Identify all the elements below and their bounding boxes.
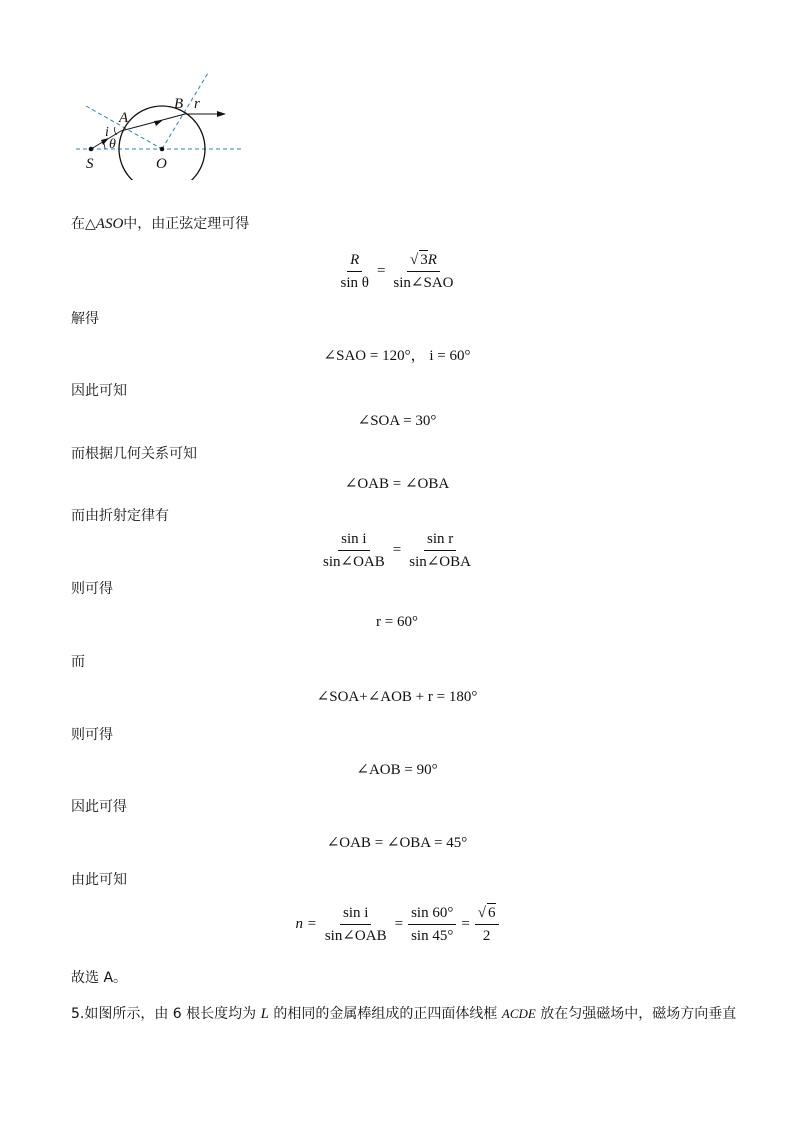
normal-line-b xyxy=(162,73,208,149)
then-text-2: 则可得 xyxy=(71,727,113,743)
equation-sao: ∠SAO = 120°， i = 60° xyxy=(323,348,471,364)
refracted-arrow xyxy=(154,120,163,126)
equation-snell: $\frac{\text{sin i}}{\text{sin∠OAB}}$ = $\frac{\text{sin r}}{\text{sin∠OBA}}$ xyxy=(323,531,471,570)
snell-law-text: 而由折射定律有 xyxy=(71,508,169,524)
emergent-arrow xyxy=(217,111,226,117)
equation-oab-oba: ∠OAB = ∠OBA xyxy=(344,476,450,492)
equation-refractive-index: n = $\frac{\text{sin i}}{\text{sin∠OAB}}$ = $\frac{\sin 60^\circ}{\sin 45^\circ}$ = $\frac{√ 6}{2}$ xyxy=(0,903,794,945)
refracted-ray xyxy=(121,114,185,131)
equation-soa: ∠SOA = 30° xyxy=(357,413,437,429)
sine-rule-intro: 在△ASO中，由正弦定理可得 xyxy=(71,216,250,232)
and-text: 而 xyxy=(71,654,85,670)
label-o: O xyxy=(156,156,167,172)
then-text-1: 则可得 xyxy=(71,581,113,597)
label-i: i xyxy=(105,125,109,140)
equation-aob: ∠AOB = 90° xyxy=(356,762,438,778)
geometry-text: 而根据几何关系可知 xyxy=(71,446,197,462)
equation-sine-rule: $\frac{R}{\text{sin θ}}$ = $\frac{√ 3R}{\text{sin∠SAO}}$ xyxy=(340,251,454,291)
therefore-text-2: 因此可得 xyxy=(71,799,127,815)
equation-angle-sum: ∠SOA+∠AOB + r = 180° xyxy=(316,689,478,705)
label-r: r xyxy=(194,96,200,112)
equation-45: ∠OAB = ∠OBA = 45° xyxy=(326,835,468,851)
refraction-diagram xyxy=(72,70,252,180)
therefore-text-1: 因此可知 xyxy=(71,383,127,399)
question-5-text: 5.如图所示，由 6 根长度均为 L 的相同的金属棒组成的正四面体线框 ACDE 放在匀强磁场中，磁场方向垂直 xyxy=(71,1006,737,1022)
label-theta: θ xyxy=(109,137,116,152)
label-b: B xyxy=(174,96,184,112)
hence-text: 由此可知 xyxy=(71,872,127,888)
solve-text: 解得 xyxy=(71,311,99,327)
angle-theta-arc xyxy=(103,142,105,149)
point-o xyxy=(160,147,165,152)
label-s: S xyxy=(86,156,94,172)
answer-text: 故选 A。 xyxy=(71,970,128,986)
label-a: A xyxy=(119,110,129,126)
point-s xyxy=(89,147,94,152)
equation-r: r = 60° xyxy=(376,614,418,630)
